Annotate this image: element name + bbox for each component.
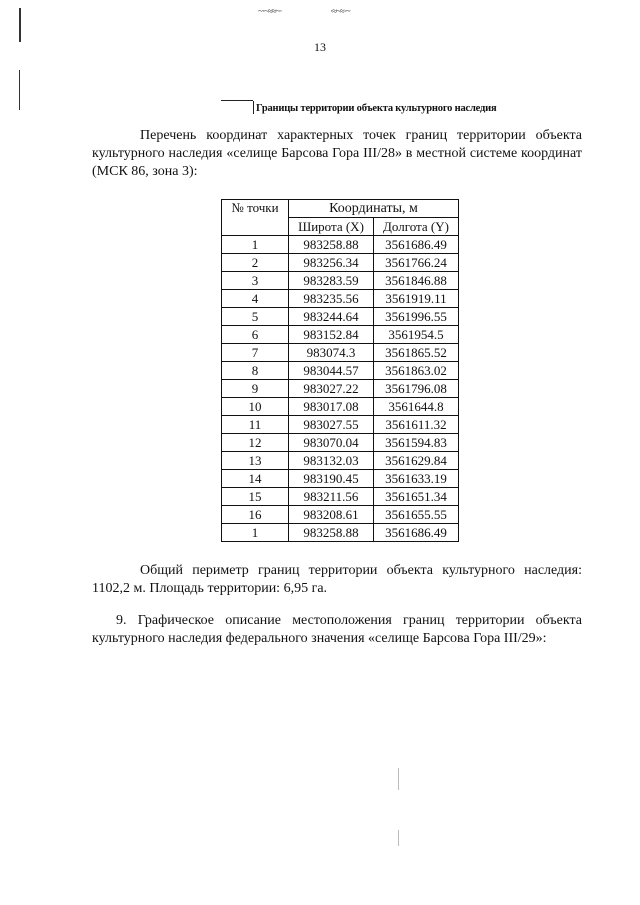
longitude-cell: 3561796.08 [374,380,459,398]
longitude-cell: 3561655.55 [374,506,459,524]
table-row [222,254,459,272]
latitude-cell: 983283.59 [289,272,374,290]
latitude-cell: 983208.61 [289,506,374,524]
table-row [222,290,459,308]
table-row [222,308,459,326]
table-row [222,506,459,524]
longitude-cell: 3561686.49 [374,236,459,254]
point-number-cell: 12 [222,434,289,452]
perimeter-paragraph: Общий периметр границ территории объекта культурного наследия: 1102,2 м. Площадь территории: 6,95 га. [92,563,582,596]
table-row [222,362,459,380]
caption-bar [253,101,254,114]
scan-mark [398,830,399,846]
point-number-cell: 3 [222,272,289,290]
scan-noise: ·≈~≈·~ [330,6,350,16]
section-caption-text: Границы территории объекта культурного наследия [256,103,497,114]
point-number-cell: 8 [222,362,289,380]
longitude-cell: 3561954.5 [374,326,459,344]
header-latitude: Широта (X) [289,218,374,236]
point-number-cell: 16 [222,506,289,524]
latitude-cell: 983190.45 [289,470,374,488]
longitude-cell: 3561651.34 [374,488,459,506]
intro-paragraph: Перечень координат характерных точек границ территории объекта культурного наследия «селище Барсова Гора III/28» в местной системе координат (МСК 86, зона 3): [92,128,582,179]
table-row [222,470,459,488]
point-number-cell: 7 [222,344,289,362]
table-row [222,326,459,344]
latitude-cell: 983027.55 [289,416,374,434]
latitude-cell: 983027.22 [289,380,374,398]
table-row [222,344,459,362]
longitude-cell: 3561865.52 [374,344,459,362]
scan-edge-line [19,8,21,42]
table-header-row [222,200,459,218]
point-number-cell: 4 [222,290,289,308]
latitude-cell: 983258.88 [289,236,374,254]
table-row [222,434,459,452]
header-coordinates: Координаты, м [289,200,459,218]
graphic-description-paragraph: 9. Графическое описание местоположения границ территории объекта культурного наследия федерального значения «селище Барсова Гора III/29»: [92,613,582,646]
point-number-cell: 13 [222,452,289,470]
longitude-cell: 3561919.11 [374,290,459,308]
table-row [222,416,459,434]
point-number-cell: 6 [222,326,289,344]
scan-mark [398,768,399,790]
point-number-cell: 1 [222,236,289,254]
latitude-cell: 983152.84 [289,326,374,344]
longitude-cell: 3561766.24 [374,254,459,272]
table-row [222,236,459,254]
scan-noise: ~·~≈≈~· [258,6,282,16]
table-row [222,488,459,506]
point-number-cell: 2 [222,254,289,272]
table-row [222,524,459,542]
longitude-cell: 3561996.55 [374,308,459,326]
latitude-cell: 983017.08 [289,398,374,416]
latitude-cell: 983074.3 [289,344,374,362]
point-number-cell: 9 [222,380,289,398]
latitude-cell: 983070.04 [289,434,374,452]
point-number-cell: 15 [222,488,289,506]
longitude-cell: 3561686.49 [374,524,459,542]
caption-rule [221,100,253,101]
point-number-cell: 14 [222,470,289,488]
latitude-cell: 983235.56 [289,290,374,308]
longitude-cell: 3561644.8 [374,398,459,416]
point-number-cell: 10 [222,398,289,416]
header-point-number: № точки [222,200,289,236]
longitude-cell: 3561594.83 [374,434,459,452]
point-number-cell: 1 [222,524,289,542]
section-caption [221,98,496,114]
longitude-cell: 3561629.84 [374,452,459,470]
point-number-cell: 11 [222,416,289,434]
latitude-cell: 983132.03 [289,452,374,470]
coordinates-table [221,199,459,542]
table-row [222,398,459,416]
latitude-cell: 983244.64 [289,308,374,326]
table-row [222,380,459,398]
point-number-cell: 5 [222,308,289,326]
table-row [222,452,459,470]
longitude-cell: 3561611.32 [374,416,459,434]
coordinates-table-body [222,236,459,542]
latitude-cell: 983256.34 [289,254,374,272]
latitude-cell: 983044.57 [289,362,374,380]
longitude-cell: 3561633.19 [374,470,459,488]
scan-edge-line [19,70,20,110]
longitude-cell: 3561863.02 [374,362,459,380]
table-row [222,272,459,290]
latitude-cell: 983211.56 [289,488,374,506]
header-longitude: Долгота (Y) [374,218,459,236]
longitude-cell: 3561846.88 [374,272,459,290]
latitude-cell: 983258.88 [289,524,374,542]
page-number: 13 [314,40,326,54]
